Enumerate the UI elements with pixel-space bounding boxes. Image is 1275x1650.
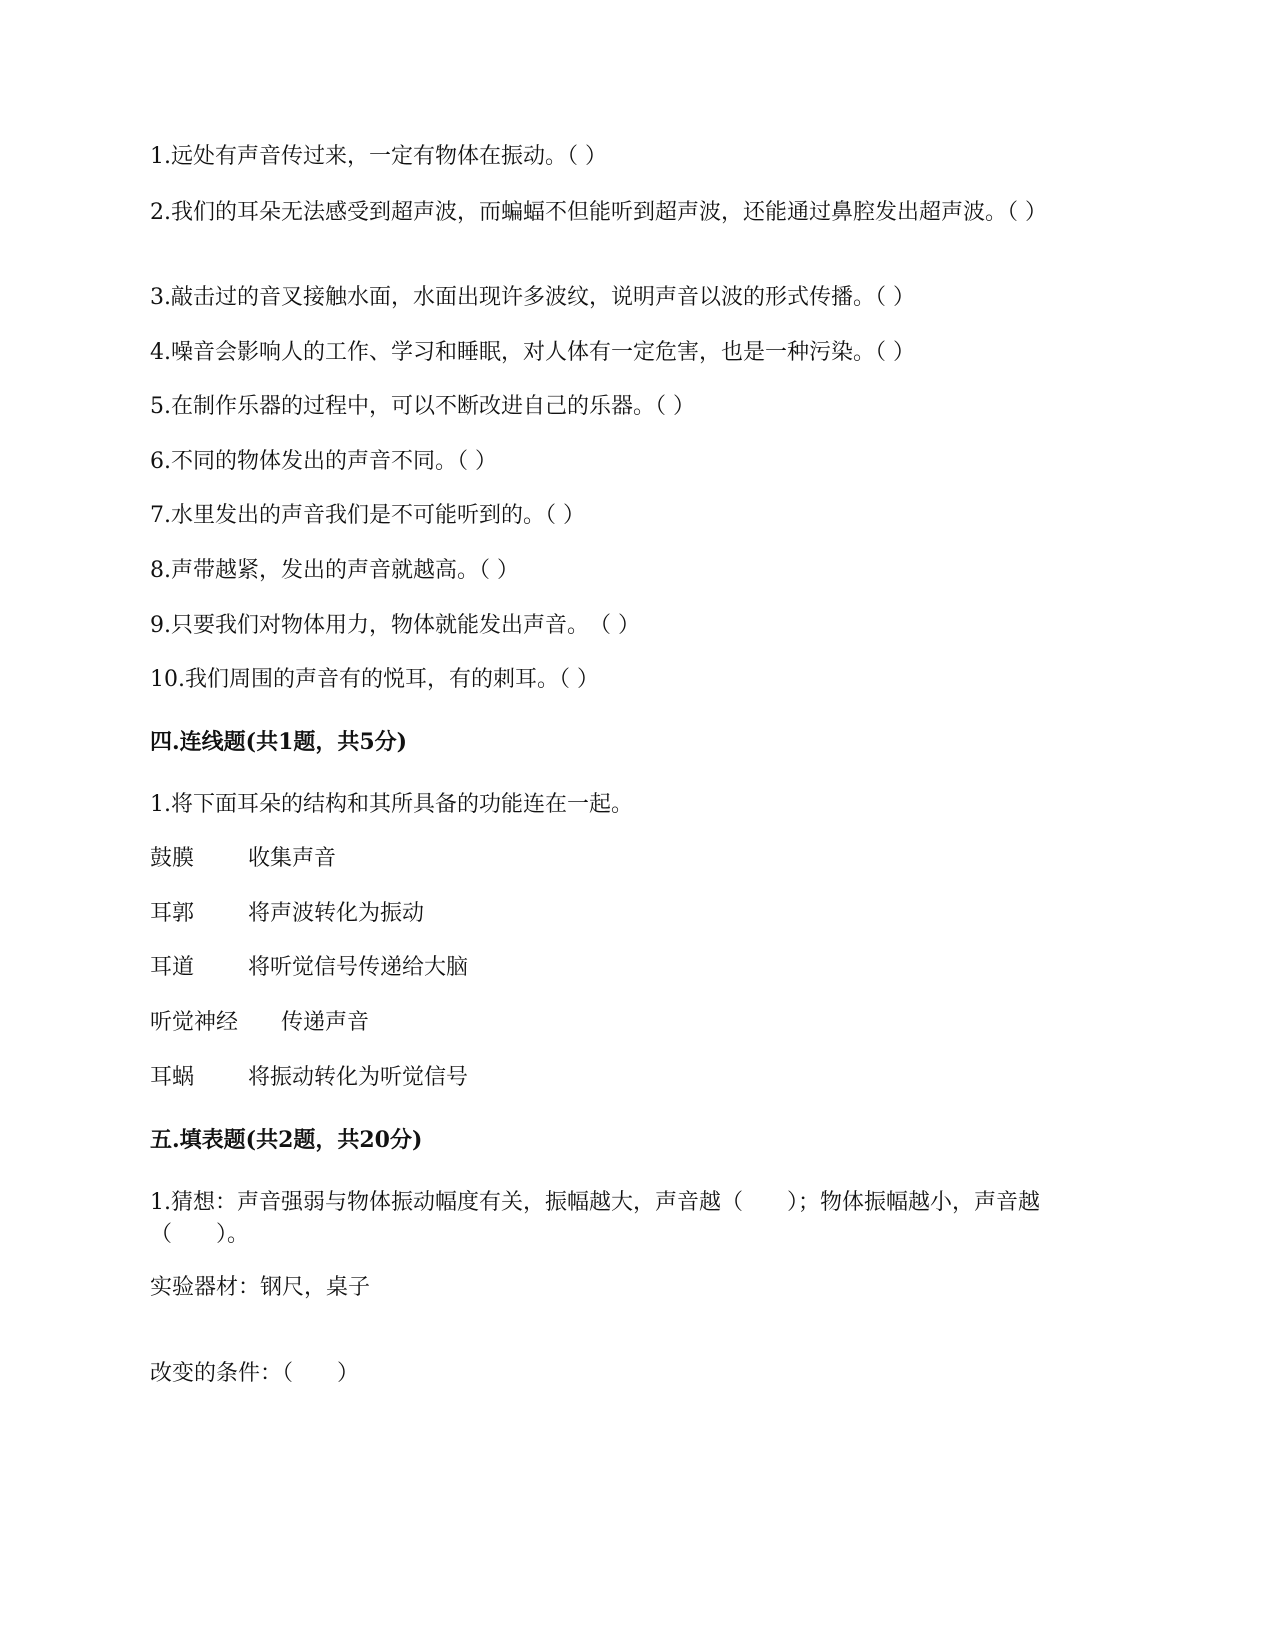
ear-function-label: 将听觉信号传递给大脑 bbox=[248, 955, 469, 980]
judgement-item-5: 5.在制作乐器的过程中，可以不断改进自己的乐器。（ ） bbox=[150, 394, 695, 419]
judgement-item-1: 1.远处有声音传过来，一定有物体在振动。（ ） bbox=[150, 144, 607, 169]
ear-structure-label: 耳郭 bbox=[150, 901, 195, 926]
judgement-item-6: 6.不同的物体发出的声音不同。（ ） bbox=[150, 449, 497, 474]
judgement-item-8: 8.声带越紧，发出的声音就越高。（ ） bbox=[150, 558, 519, 583]
section-heading-fill-table: 五.填表题(共2题，共20分) bbox=[150, 1127, 423, 1153]
judgement-item-9: 9.只要我们对物体用力，物体就能发出声音。 （ ） bbox=[150, 613, 640, 638]
section-heading-matching: 四.连线题(共1题，共5分) bbox=[150, 729, 408, 755]
matching-pair-1 bbox=[150, 843, 336, 875]
ear-structure-label: 耳道 bbox=[150, 955, 195, 980]
judgement-item-10: 10.我们周围的声音有的悦耳，有的刺耳。（ ） bbox=[150, 667, 599, 692]
judgement-item-7: 7.水里发出的声音我们是不可能听到的。（ ） bbox=[150, 503, 585, 528]
ear-function-label: 传递声音 bbox=[281, 1010, 370, 1035]
ear-function-label: 收集声音 bbox=[248, 846, 337, 871]
ear-function-label: 将振动转化为听觉信号 bbox=[248, 1065, 469, 1090]
matching-pair-4 bbox=[150, 1007, 369, 1039]
judgement-item-3: 3.敲击过的音叉接触水面，水面出现许多波纹，说明声音以波的形式传播。（ ） bbox=[150, 285, 915, 310]
judgement-item-4: 4.噪音会影响人的工作、学习和睡眠，对人体有一定危害，也是一种污染。（ ） bbox=[150, 340, 915, 365]
matching-pair-2 bbox=[150, 898, 424, 930]
ear-structure-label: 耳蜗 bbox=[150, 1065, 195, 1090]
ear-function-label: 将声波转化为振动 bbox=[248, 901, 425, 926]
matching-question: 1.将下面耳朵的结构和其所具备的功能连在一起。 bbox=[150, 792, 633, 817]
condition-line: 改变的条件：（ ） bbox=[150, 1361, 360, 1386]
ear-structure-label: 鼓膜 bbox=[150, 846, 195, 871]
materials-line: 实验器材：钢尺，桌子 bbox=[150, 1275, 371, 1300]
judgement-item-2: 2.我们的耳朵无法感受到超声波，而蝙蝠不但能听到超声波，还能通过鼻腔发出超声波。（ ） bbox=[150, 200, 1047, 225]
matching-pair-5 bbox=[150, 1062, 468, 1094]
fill-question: 1.猜想：声音强弱与物体振动幅度有关，振幅越大，声音越（ ）；物体振幅越小，声音越（ ）。 bbox=[150, 1190, 1040, 1247]
ear-structure-label: 听觉神经 bbox=[150, 1010, 239, 1035]
matching-pair-3 bbox=[150, 952, 468, 984]
